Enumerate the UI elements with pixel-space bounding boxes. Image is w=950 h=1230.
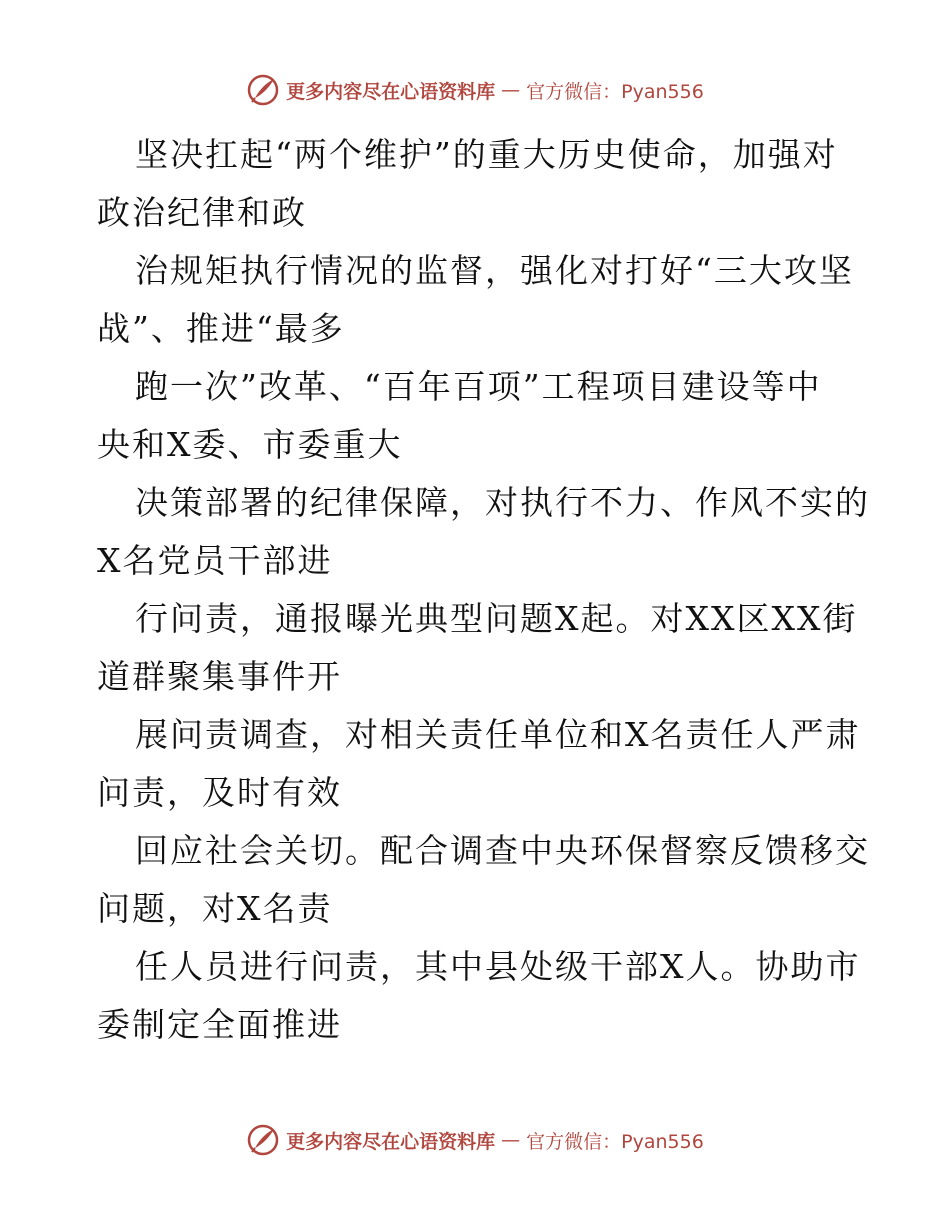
paragraph-line: 任人员进行问责，其中县处级干部X人。协助市 [135, 947, 861, 986]
watermark-library-text: 更多内容尽在心语资料库 [286, 80, 496, 103]
header-watermark [0, 70, 950, 110]
feather-pen-icon [246, 73, 280, 107]
feather-pen-icon [246, 1123, 280, 1157]
paragraph [97, 938, 861, 1054]
paragraph-line: 治规矩执行情况的监督，强化对打好“三大攻坚 [135, 251, 854, 290]
paragraph-line: 问责，及时有效 [97, 773, 342, 812]
paragraph [97, 242, 857, 358]
paragraph-line: 回应社会关切。配合调查中央环保督察反馈移交 [135, 831, 870, 870]
watermark-dash: — [501, 79, 521, 101]
paragraph-line: 决策部署的纪律保障，对执行不力、作风不实的 [135, 483, 870, 522]
paragraph-line: 战”、推进“最多 [97, 309, 345, 348]
paragraph [97, 358, 857, 474]
paragraph-line: 问题，对X名责 [97, 889, 333, 928]
paragraph [97, 822, 870, 938]
paragraph [97, 706, 861, 822]
watermark-library-text: 更多内容尽在心语资料库 [286, 1130, 496, 1153]
paragraph [97, 126, 857, 242]
paragraph-line: 展问责调查，对相关责任单位和X名责任人严肃 [135, 715, 861, 754]
paragraph-line: 央和X委、市委重大 [97, 425, 403, 464]
paragraph-line: 道群聚集事件开 [97, 657, 342, 696]
paragraph [97, 474, 870, 590]
footer-watermark [0, 1120, 950, 1160]
watermark-contact-text: 官方微信：Pyan556 [526, 80, 704, 103]
paragraph-line: 跑一次”改革、“百年百项”工程项目建设等中 [135, 367, 822, 406]
paragraph-line: 政治纪律和政 [97, 193, 307, 232]
paragraph [97, 590, 857, 706]
paragraph-line: 行问责，通报曝光典型问题X起。对XX区XX街 [135, 599, 858, 638]
watermark-contact-text: 官方微信：Pyan556 [526, 1130, 704, 1153]
paragraph-line: 坚决扛起“两个维护”的重大历史使命，加强对 [135, 135, 838, 174]
document-body [97, 126, 870, 1054]
watermark-dash: — [501, 1129, 521, 1151]
paragraph-line: X名党员干部进 [97, 541, 333, 580]
paragraph-line: 委制定全面推进 [97, 1005, 342, 1044]
